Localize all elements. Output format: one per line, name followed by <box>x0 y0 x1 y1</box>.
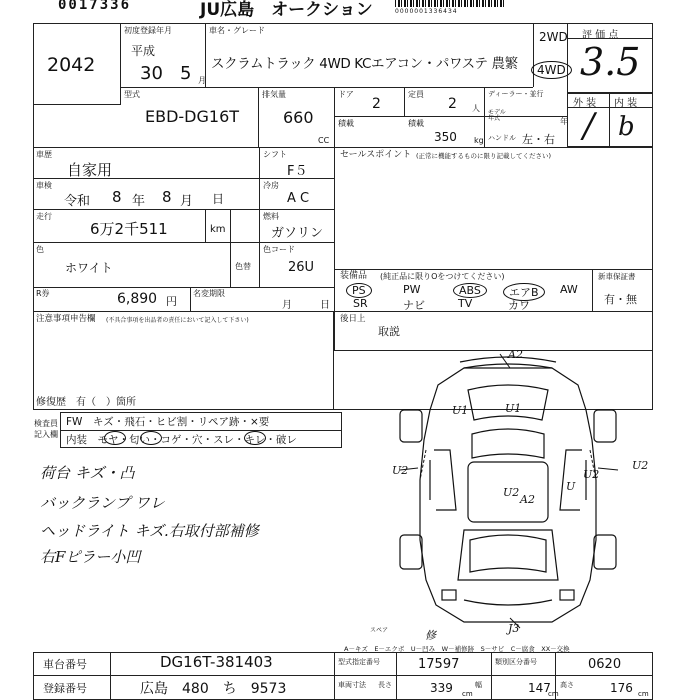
damage-mark: J3 <box>508 622 520 635</box>
handle-label: ハンドル <box>488 134 516 142</box>
handwritten-note: 右Fピラー小凹 <box>40 548 141 566</box>
ac-value: A C <box>287 191 310 206</box>
score-value: 3.5 <box>580 40 641 84</box>
capacity-unit: 人 <box>472 104 480 113</box>
equipment-item: PS <box>346 283 372 298</box>
drive-2wd: 2WD <box>539 30 568 44</box>
name-change-day: 日 <box>320 300 330 311</box>
new-recycle-label: 新車保証書 <box>598 272 636 281</box>
check-row-1: FW キズ・飛石・ヒビ割・リペア跡・×要 <box>66 416 270 428</box>
insp-month-unit: 月 <box>180 194 194 209</box>
new-recycle-value: 有・無 <box>604 293 637 306</box>
fuel-label: 燃料 <box>263 212 279 221</box>
sales-point-label: セールスポイント <box>340 150 412 160</box>
displacement-label: 排気量 <box>262 90 286 99</box>
repair-history: 修復歴 有（ ）箇所 <box>36 397 136 408</box>
insp-month: 8 <box>162 188 172 206</box>
recycle-unit: 円 <box>166 295 177 308</box>
width-label: 幅 <box>475 681 482 689</box>
damage-mark: U2 <box>503 486 520 499</box>
color: ホワイト <box>65 261 113 275</box>
type-designation-label: 型式指定番号 <box>338 658 380 666</box>
serial-number: 0017336 <box>58 0 132 13</box>
load-unit: kg <box>474 136 484 145</box>
score-label: 評 価 点 <box>582 30 619 41</box>
name-change-label: 名変期限 <box>193 289 225 298</box>
model-code: EBD-DG16T <box>145 107 240 126</box>
sales-point-note: (正常に機能するものに限り記載してください) <box>416 152 552 160</box>
drive-4wd: 4WD <box>531 61 572 79</box>
equipment-item: PW <box>403 283 421 296</box>
category-label: 類別区分番号 <box>495 658 537 666</box>
insp-year-unit: 年 <box>132 194 146 209</box>
registration-number: 広島 480 ち 9573 <box>140 681 287 697</box>
color-change-label: 色替 <box>235 262 251 271</box>
length-unit: cm <box>462 690 473 698</box>
fuel: ガソリン <box>271 226 324 241</box>
insp-era: 令和 <box>64 194 91 209</box>
interior-grade: b <box>618 112 635 142</box>
color-label: 色 <box>36 245 44 254</box>
width-unit: cm <box>548 690 559 698</box>
equipment-item: カワ <box>508 299 530 312</box>
doors-label: ドア <box>338 90 354 99</box>
equipment-note: (純正品に限りOをつけてください) <box>380 272 505 281</box>
barcode <box>395 0 505 7</box>
damage-mark: 修 <box>425 629 436 642</box>
misc-label: 後日上 <box>340 314 366 324</box>
doors: 2 <box>372 96 381 112</box>
barcode-number: 0000001336434 <box>395 8 458 15</box>
ac-label: 冷房 <box>263 181 279 190</box>
chassis-number: DG16T-381403 <box>160 653 273 671</box>
car-name-label: 車名・グレード <box>209 26 265 35</box>
check-label: 検査員記入欄 <box>34 419 58 439</box>
capacity-label: 定員 <box>408 90 424 99</box>
load-capacity: 350 <box>434 130 457 144</box>
damage-mark: U2 <box>392 464 409 477</box>
notes-sub: (不具合事項を出品者の責任において記入して下さい) <box>106 317 249 324</box>
misc-value: 取説 <box>378 325 400 338</box>
color-code: 26U <box>288 260 315 275</box>
equipment-item: SR <box>353 297 368 310</box>
handwritten-note: バックランプ ワレ <box>40 494 165 512</box>
dealer-label: ディーラー・並行 <box>488 90 544 98</box>
equipment-label: 装備品 <box>340 271 368 281</box>
inspection-label: 車検 <box>36 181 52 190</box>
insp-year: 8 <box>112 188 122 206</box>
damage-mark: U1 <box>452 404 469 417</box>
mileage: 6万2千511 <box>90 220 168 238</box>
damage-legend: A－キズ E－エクボ U－凹み W－補修跡 S－サビ C－腐食 XX－交換 <box>344 645 570 653</box>
first-reg-label: 初度登録年月 <box>124 26 172 35</box>
lot-number: 2042 <box>47 54 96 76</box>
equipment-item: エアB <box>503 283 545 301</box>
damage-mark: A2 <box>508 348 523 361</box>
height-value: 176 <box>610 681 633 695</box>
equipment-item: TV <box>458 297 473 310</box>
first-reg-month: 5 <box>180 63 192 84</box>
year-unit: 年 <box>560 117 568 126</box>
load-label: 積載 <box>408 119 424 128</box>
size-label: 車両寸法 <box>338 681 366 689</box>
shift: F５ <box>287 164 308 179</box>
damage-mark: U1 <box>505 402 522 415</box>
handwritten-note: ヘッドライト キズ.右取付部補修 <box>40 522 259 540</box>
width-value: 147 <box>528 681 551 695</box>
notes-label: 注意事項申告欄 <box>36 314 96 324</box>
handwritten-note: 荷台 キズ・凸 <box>40 464 135 482</box>
type-label: 型式 <box>124 90 140 99</box>
exterior-label: 外 装 <box>573 98 597 109</box>
auction-title: JU広島 オークション <box>200 0 373 20</box>
displacement: 660 <box>283 108 314 127</box>
capacity: 2 <box>448 96 457 112</box>
diagram-label: スペア <box>370 627 389 634</box>
name-change-month: 月 <box>282 300 292 311</box>
damage-mark: U <box>566 480 576 493</box>
exterior-grade: / <box>583 106 595 146</box>
height-unit: cm <box>638 690 649 698</box>
era: 平成 <box>131 44 156 58</box>
damage-mark: U2 <box>583 468 600 481</box>
damage-mark: U2 <box>632 459 649 472</box>
chassis-label: 車台番号 <box>43 658 87 671</box>
car-name: スクラムトラック 4WD KCエアコン・パワステ 農繁 <box>211 56 518 72</box>
handle-value: 左・右 <box>522 133 555 146</box>
height-label: 高さ <box>560 681 574 689</box>
color-code-label: 色コード <box>263 245 295 254</box>
usage: 自家用 <box>67 161 113 179</box>
shift-label: シフト <box>263 150 287 159</box>
check-row-2: 内装 モヤ・匂い・コゲ・穴・スレ・キレ・破レ <box>66 434 297 446</box>
model-year-label: モデル年式 <box>488 109 506 122</box>
insp-day-unit: 日 <box>212 192 225 206</box>
displacement-unit: CC <box>318 136 330 145</box>
category: 0620 <box>588 657 622 672</box>
equipment-item: AW <box>560 283 578 296</box>
type-designation: 17597 <box>418 657 460 672</box>
recycle-fee: 6,890 <box>117 291 158 307</box>
month-unit: 月 <box>198 76 206 85</box>
length-label: 長さ <box>378 681 392 689</box>
recycle-label: R券 <box>36 289 50 298</box>
damage-mark: A2 <box>520 493 535 506</box>
usage-label: 車歴 <box>36 150 52 159</box>
length-value: 339 <box>430 681 453 695</box>
first-reg-year: 30 <box>140 63 163 84</box>
mileage-label: 走行 <box>36 212 52 221</box>
equipment-item: ナビ <box>403 299 425 312</box>
equipment-item: ABS <box>453 283 487 298</box>
cargo-label: 積載 <box>338 119 354 128</box>
reg-label: 登録番号 <box>43 682 87 695</box>
interior-label: 内 装 <box>614 98 638 109</box>
mileage-unit: km <box>210 224 226 235</box>
